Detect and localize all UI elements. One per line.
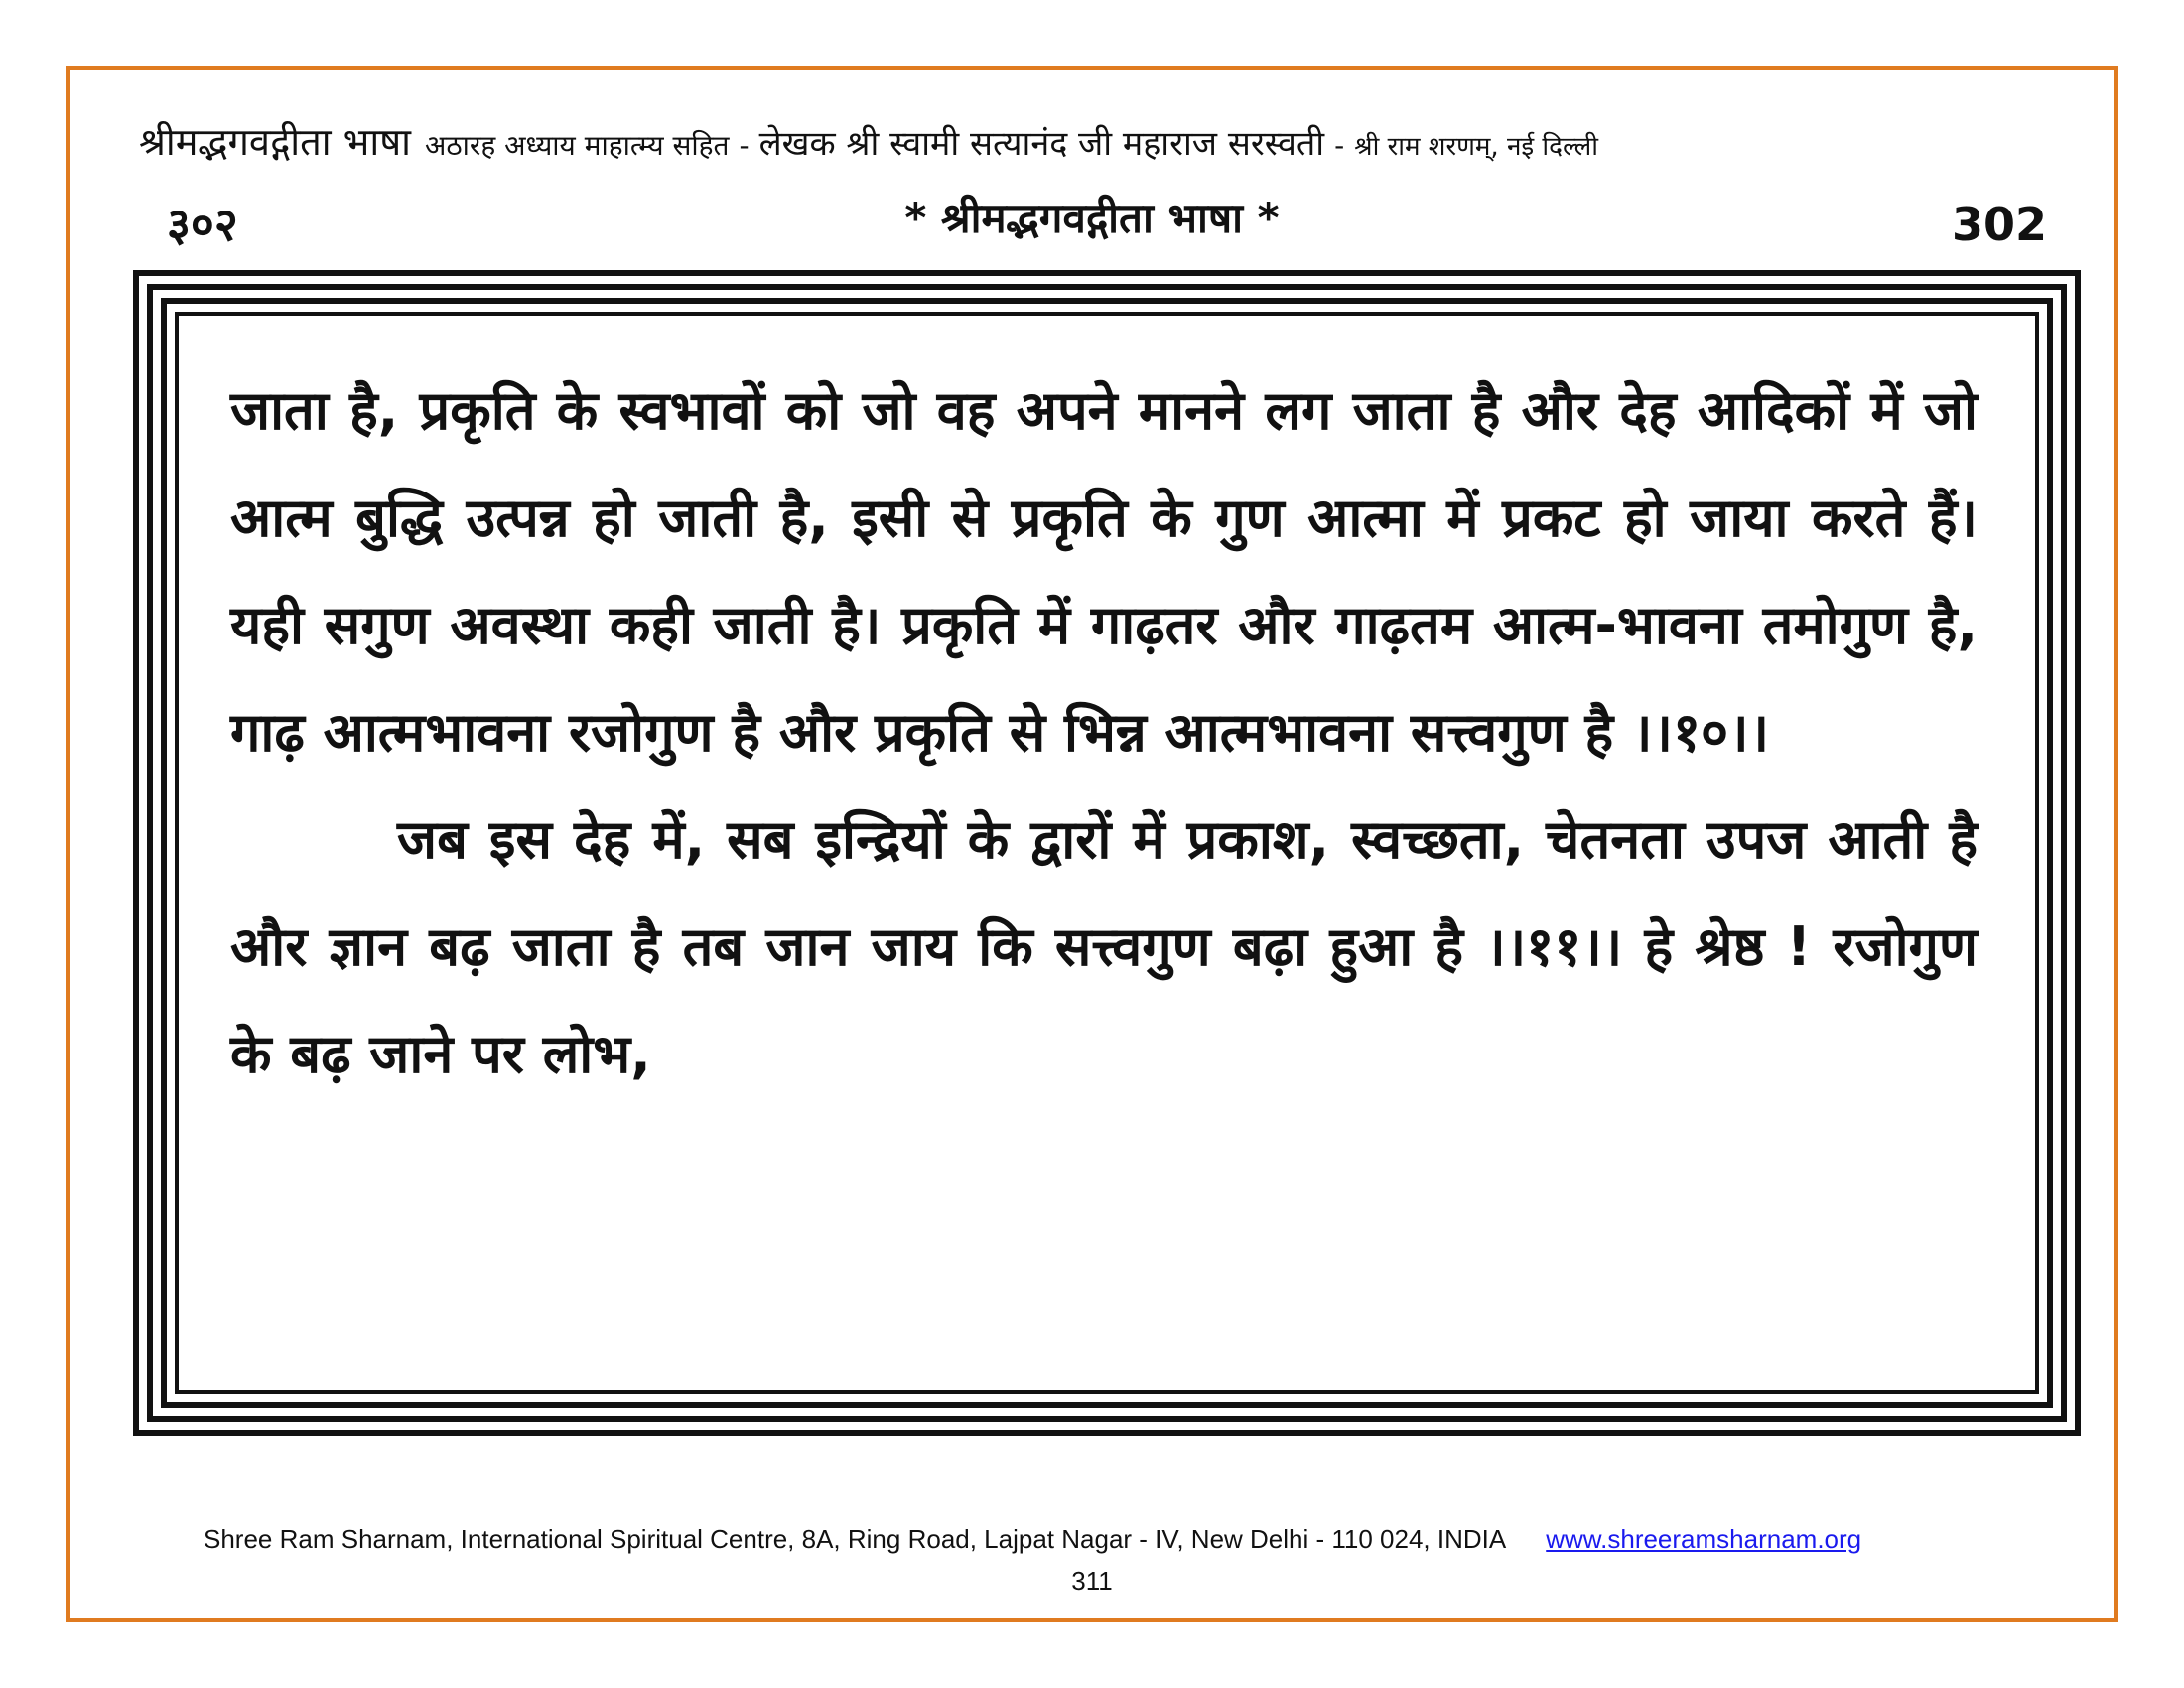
book-title: श्रीमद्भगवद्गीता भाषा xyxy=(139,120,412,164)
paragraph-commentary-verse-11: जब इस देह में, सब इन्द्रियों के द्वारों में प्रकाश, स्वच्छता, चेतनता उपज आती है और ज्ञान बढ़ जाता है तब जान जाय कि सत्त्वगुण बढ़ा हुआ है ।।११।। हे श्रेष्ठ ! रजोगुण के बढ़ जाने पर लोभ, xyxy=(230,808,1978,1085)
book-author: लेखक श्री स्वामी सत्यानंद जी महाराज सरस्वती xyxy=(758,124,1325,164)
header-separator: - xyxy=(739,129,750,162)
book-publisher-place: श्री राम शरणम्, नई दिल्ली xyxy=(1354,132,1599,162)
running-title: * श्रीमद्भगवद्गीता भाषा * xyxy=(904,194,1280,242)
footer-page-number: 311 xyxy=(1071,1566,1113,1596)
verse-text-box xyxy=(133,270,2081,1436)
footer-address: Shree Ram Sharnam, International Spiritual Centre, 8A, Ring Road, Lajpat Nagar - IV, New Delhi - 110 024, INDIA xyxy=(204,1524,1507,1554)
website-link[interactable]: www.shreeramsharnam.org xyxy=(1546,1524,1862,1554)
book-subtitle: अठारह अध्याय माहात्म्य सहित xyxy=(425,129,730,162)
page-number-arabic: 302 xyxy=(1952,198,2048,251)
header-separator: - xyxy=(1334,129,1345,162)
paragraph-commentary-verse-10: जाता है, प्रकृति के स्वभावों को जो वह अपने मानने लग जाता है और देह आदिकों में जो आत्म बुद्धि उत्पन्न हो जाती है, इसी से प्रकृति के गुण आत्मा में प्रकट हो जाया करते हैं। यही सगुण अवस्था कही जाती है। प्रकृति में गाढ़तर और गाढ़तम आत्म-भावना तमोगुण है, गाढ़ आत्मभावना रजोगुण है और प्रकृति से भिन्न आत्मभावना सत्त्वगुण है ।।१०।। xyxy=(230,379,1978,764)
verse-text xyxy=(230,357,1978,1108)
page-number-hindi: ३०२ xyxy=(167,198,238,251)
book-header xyxy=(139,117,2045,172)
footer-address-line xyxy=(204,1521,1990,1557)
